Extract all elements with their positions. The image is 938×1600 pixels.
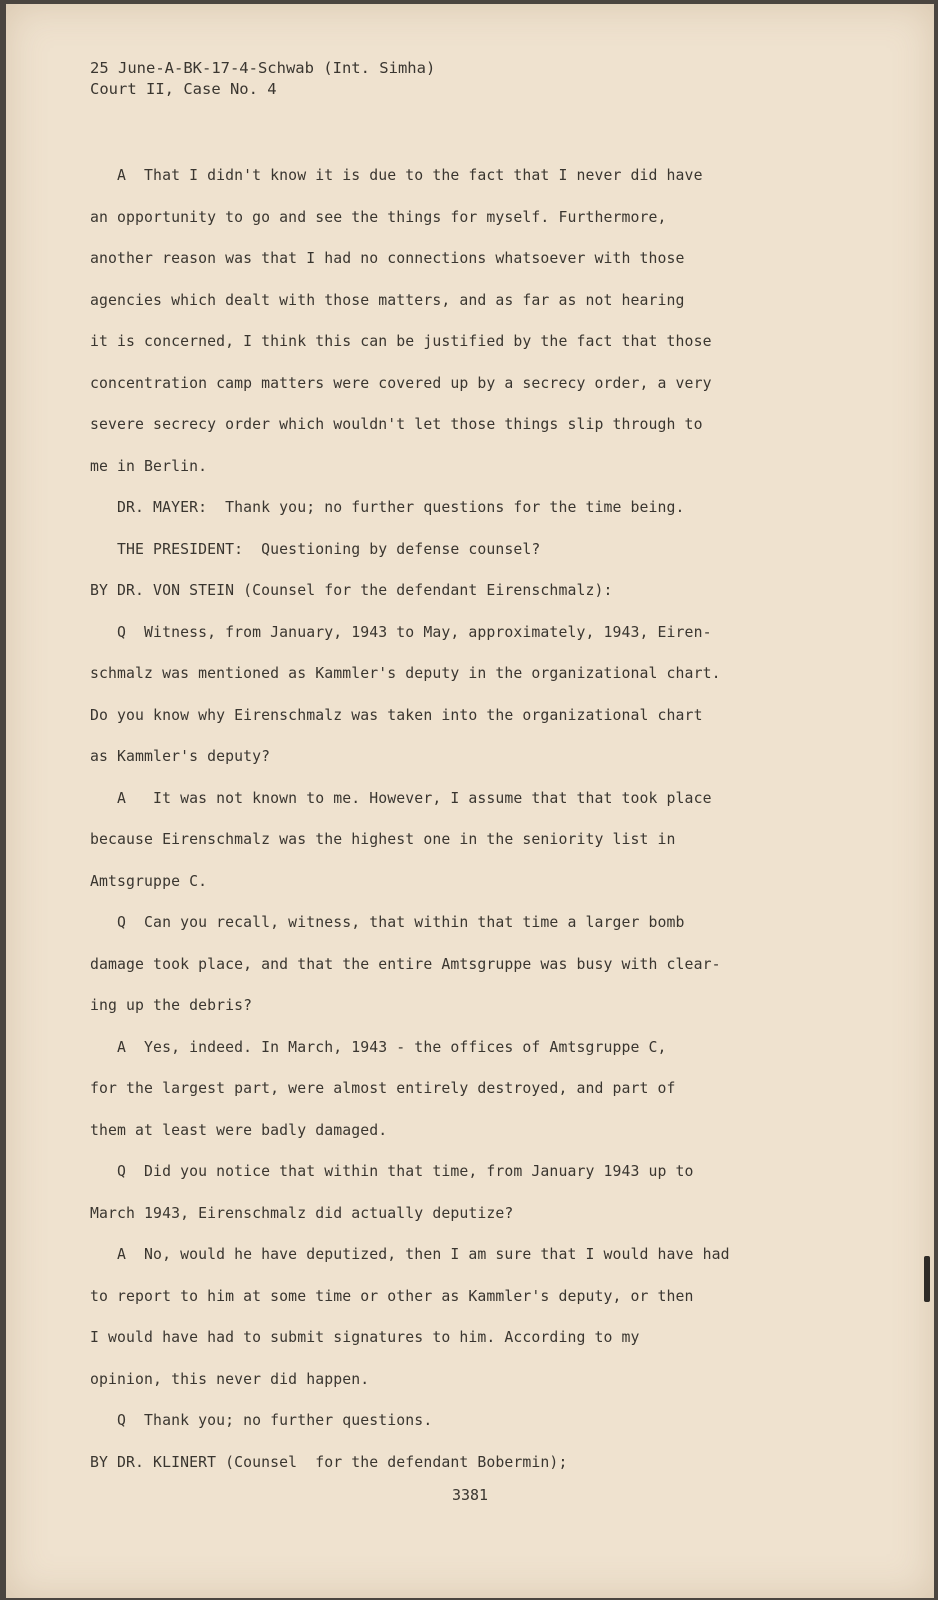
transcript-line: Amtsgruppe C. <box>90 872 208 890</box>
transcript-line: for the largest part, were almost entirely destroyed, and part of <box>90 1080 676 1097</box>
transcript-line: DR. MAYER: Thank you; no further questions for the time being. <box>90 499 685 516</box>
transcript-line: agencies which dealt with those matters, and as far as not hearing <box>90 291 685 309</box>
transcript-line: A It was not known to me. However, I assume that that took place <box>90 789 712 807</box>
transcript-line: BY DR. VON STEIN (Counsel for the defendant Eirenschmalz): <box>90 582 613 599</box>
transcript-line: Q Did you notice that within that time, from January 1943 up to <box>90 1163 694 1180</box>
transcript-line: A No, would he have deputized, then I am sure that I would have had <box>90 1246 730 1263</box>
transcript-line: because Eirenschmalz was the highest one in the seniority list in <box>90 831 676 848</box>
header-line-2: Court II, Case No. 4 <box>90 80 277 98</box>
transcript-line: severe secrecy order which wouldn't let those things slip through to <box>90 416 703 433</box>
transcript-body <box>90 155 850 1483</box>
transcript-line: Q Witness, from January, 1943 to May, approximately, 1943, Eiren- <box>90 623 712 641</box>
document-page <box>6 4 934 1598</box>
transcript-line: A Yes, indeed. In March, 1943 - the offices of Amtsgruppe C, <box>90 1038 667 1056</box>
transcript-line: to report to him at some time or other as Kammler's deputy, or then <box>90 1287 694 1305</box>
transcript-line: BY DR. KLINERT (Counsel for the defendant Bobermin); <box>90 1453 568 1471</box>
transcript-line: Q Thank you; no further questions. <box>90 1412 433 1429</box>
transcript-line: another reason was that I had no connections whatsoever with those <box>90 250 685 267</box>
header-line-1: 25 June-A-BK-17-4-Schwab (Int. Simha) <box>90 59 436 77</box>
transcript-line: A That I didn't know it is due to the fact that I never did have <box>90 167 703 184</box>
transcript-line: March 1943, Eirenschmalz did actually deputize? <box>90 1204 514 1222</box>
transcript-line: I would have had to submit signatures to him. According to my <box>90 1329 640 1346</box>
transcript-line: THE PRESIDENT: Questioning by defense counsel? <box>90 540 541 558</box>
binding-mark <box>924 1256 930 1302</box>
transcript-line: opinion, this never did happen. <box>90 1370 370 1388</box>
transcript-line: schmalz was mentioned as Kammler's deputy in the organizational chart. <box>90 665 721 682</box>
transcript-line: it is concerned, I think this can be justified by the fact that those <box>90 333 712 350</box>
transcript-line: me in Berlin. <box>90 457 208 475</box>
transcript-line: damage took place, and that the entire Amtsgruppe was busy with clear- <box>90 955 721 973</box>
transcript-line: ing up the debris? <box>90 997 253 1014</box>
transcript-line: as Kammler's deputy? <box>90 748 271 765</box>
transcript-line: concentration camp matters were covered up by a secrecy order, a very <box>90 374 712 392</box>
transcript-line: them at least were badly damaged. <box>90 1121 388 1139</box>
transcript-line: an opportunity to go and see the things for myself. Furthermore, <box>90 208 667 226</box>
transcript-line: Do you know why Eirenschmalz was taken into the organizational chart <box>90 706 703 724</box>
page-number: 3381 <box>451 1486 489 1504</box>
document-header <box>90 58 435 100</box>
transcript-line: Q Can you recall, witness, that within that time a larger bomb <box>90 914 685 931</box>
